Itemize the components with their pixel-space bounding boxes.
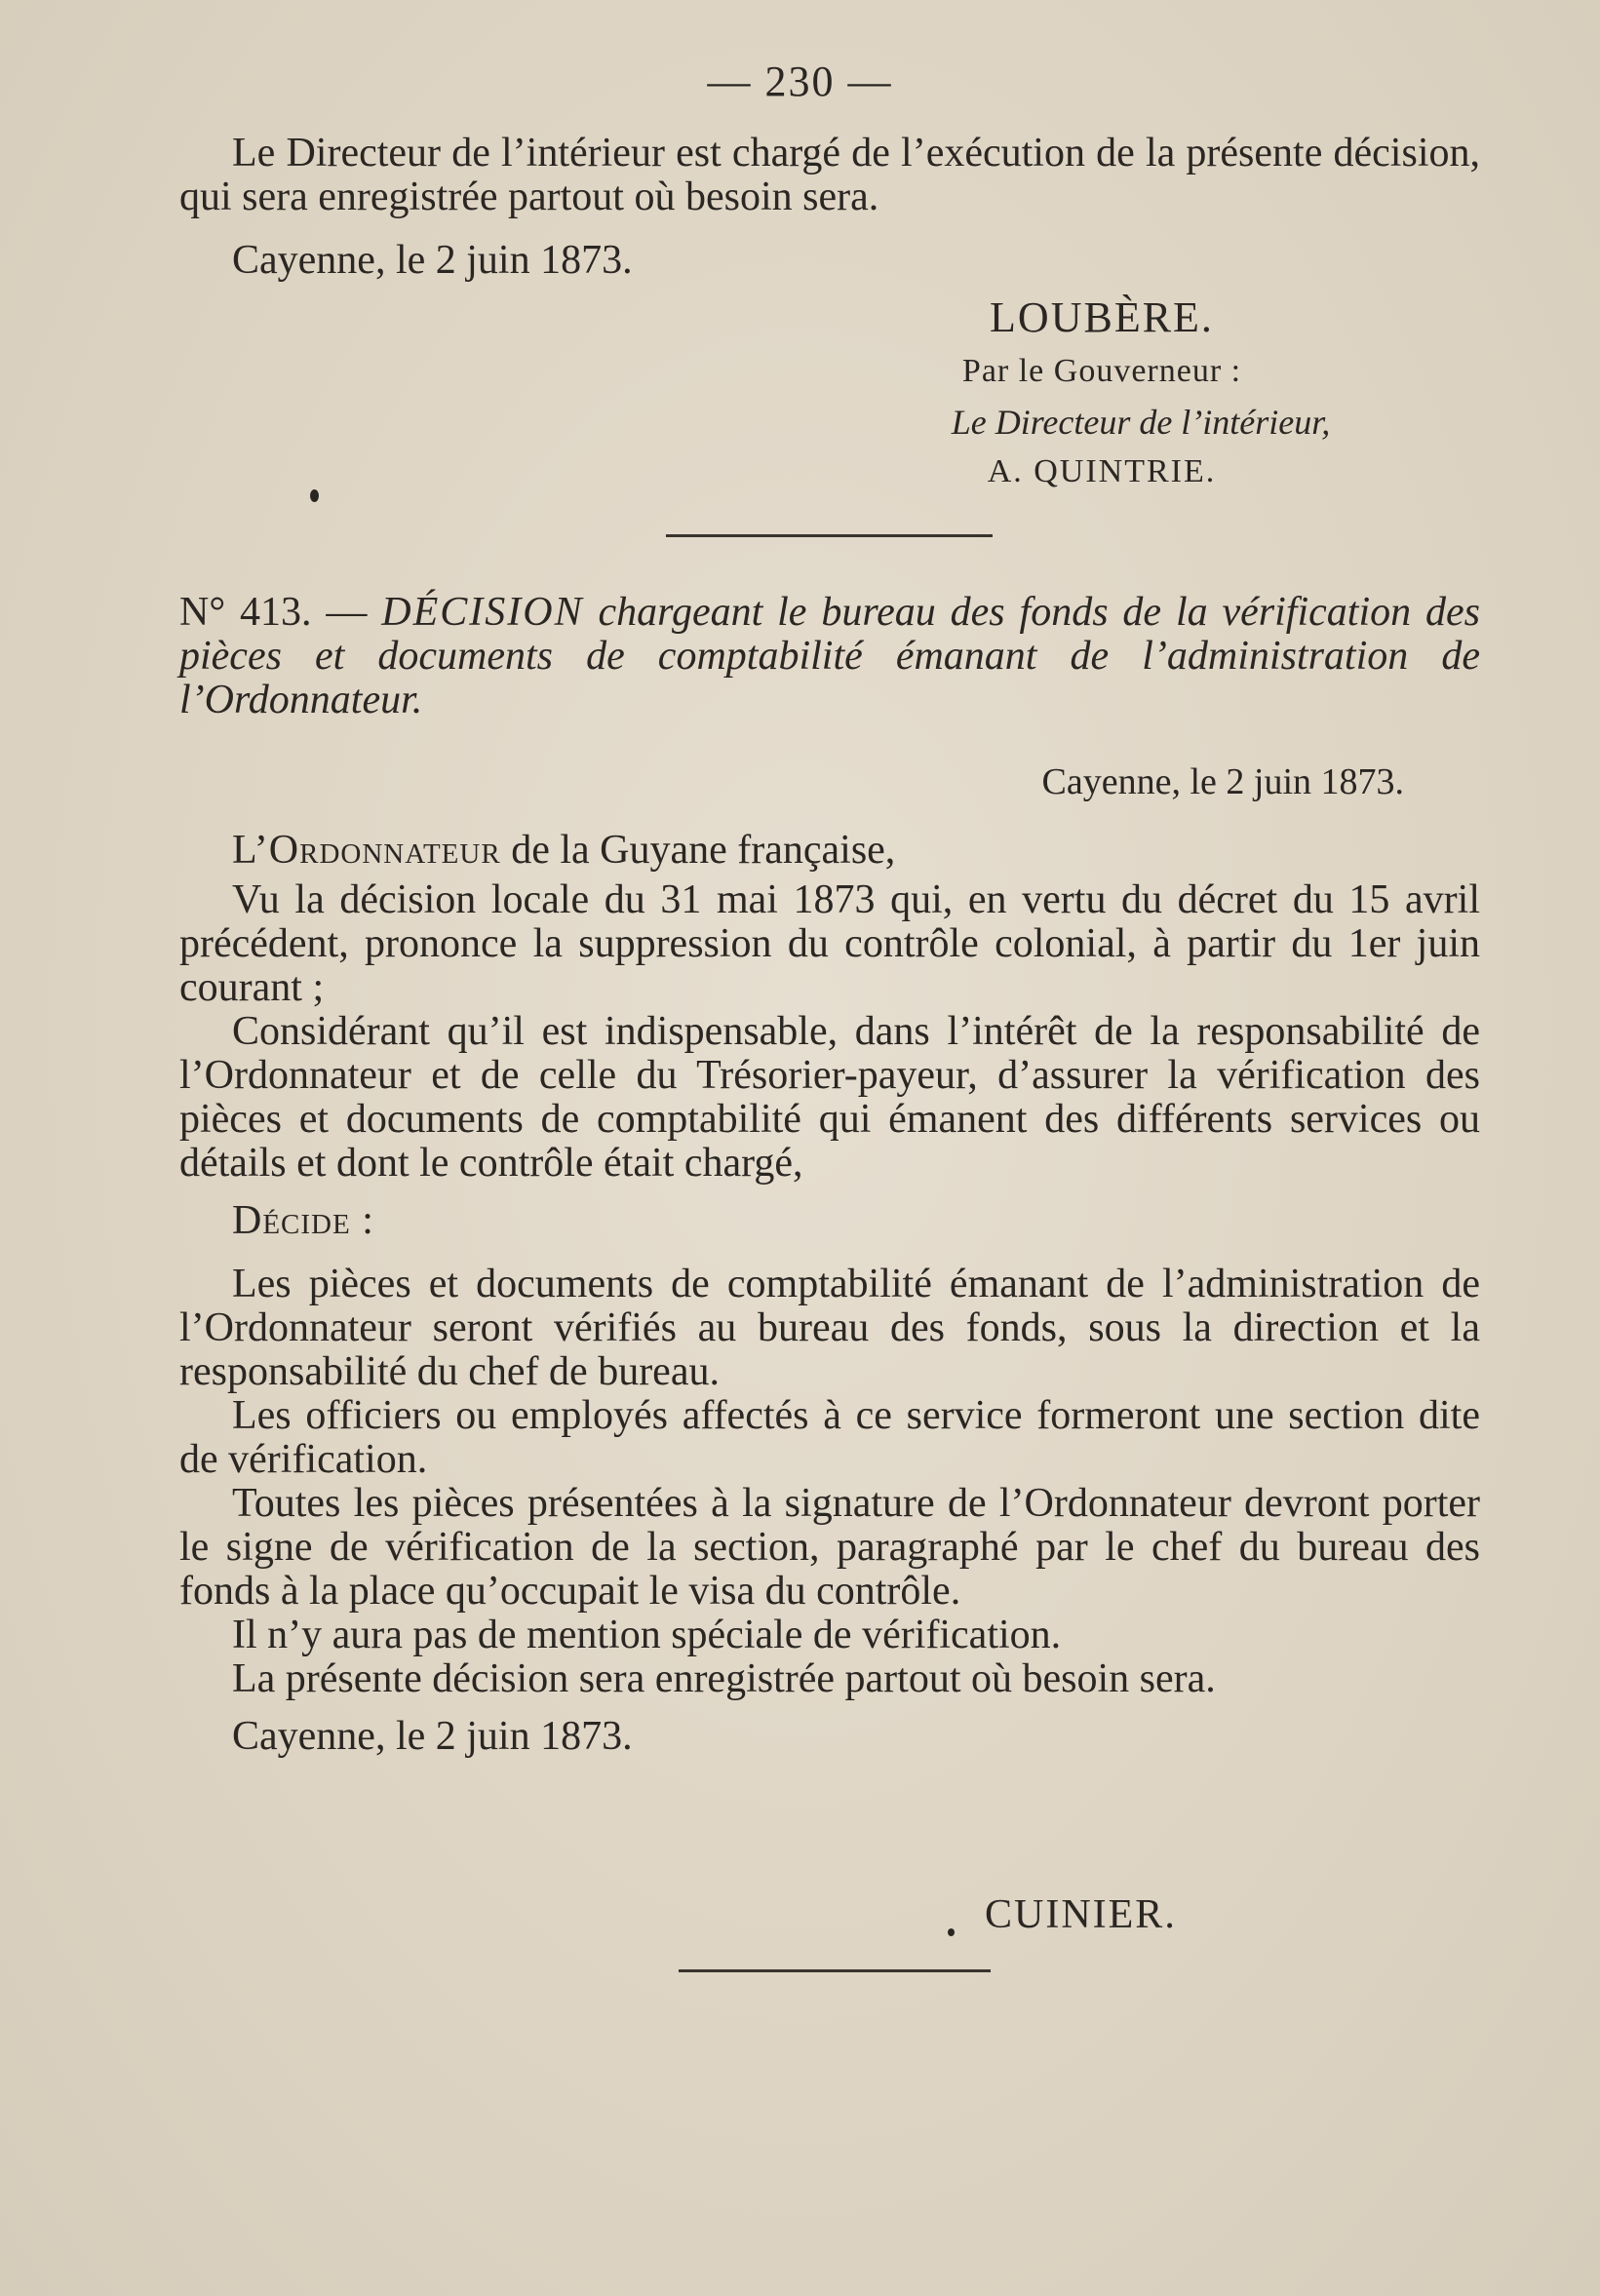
closing-paragraph: Le Directeur de l’intérieur est chargé de l’exécution de la présente décision, qui sera enregistrée partout où besoin sera. [179,131,1480,219]
authority-rest: de la Guyane française, [500,828,896,873]
director-name: A. QUINTRIE. [987,453,1217,489]
director-title: Le Directeur de l’intérieur, [951,403,1331,442]
decision-body [179,829,1480,1759]
considerant-paragraph: Considérant qu’il est indispensable, dans l’intérêt de la responsabilité de l’Ordonnateur et de celle du Trésorier-payeur, d’assurer la vérification des pièces et documents de comptabilité qui émanent des différents services ou détails et dont le contrôle était chargé, [179,1009,1480,1186]
decision-title: chargeant le bureau des fonds de la vérification des pièces et documents de comptabilité émanant de l’administration de l’Ordonnateur. [179,590,1480,722]
authority-name: L’Ordonnateur [232,828,501,873]
article-2: Les officiers ou employés affectés à ce service formeront une section dite de vérification. [179,1393,1480,1482]
article-5: La présente décision sera enregistrée partout où besoin sera. [232,1656,1216,1701]
decision-number: N° 413. [179,590,312,635]
ink-fleck [310,489,319,502]
heading-dash: — [326,590,368,635]
decision-date: Cayenne, le 2 juin 1873. [232,1714,633,1759]
article-4: Il n’y aura pas de mention spéciale de vérification. [232,1613,1062,1657]
end-divider [679,1969,991,1972]
vu-paragraph: Vu la décision locale du 31 mai 1873 qui, en vertu du décret du 15 avril précédent, prononce la suppression du contrôle colonial, à partir du 1er juin courant ; [179,877,1480,1010]
decision-word: DÉCISION [381,590,584,635]
article-3: Toutes les pièces présentées à la signature de l’Ordonnateur devront porter le signe de vérification de la section, paragraphé par le chef du bureau des fonds à la place qu’occupait le visa du contrôle. [179,1481,1480,1614]
decide-label: Décide : [232,1198,374,1243]
article-1: Les pièces et documents de comptabilité émanant de l’administration de l’Ordonnateur seront vérifiés au bureau des fonds, sous la direction et la responsabilité du chef de bureau. [179,1262,1480,1394]
by-governor-label: Par le Gouverneur : [961,353,1242,389]
closing-date: Cayenne, le 2 juin 1873. [232,238,633,283]
section-divider [666,534,993,537]
ink-fleck [948,1928,955,1936]
decision-heading [179,591,1480,722]
decision-dateline: Cayenne, le 2 juin 1873. [1041,761,1404,802]
closing-paragraph-block [179,132,1480,283]
signatory-cuinier: CUINIER. [985,1892,1177,1937]
signatory-loubere: LOUBÈRE. [990,293,1214,341]
page-number: — 230 — [707,58,893,105]
